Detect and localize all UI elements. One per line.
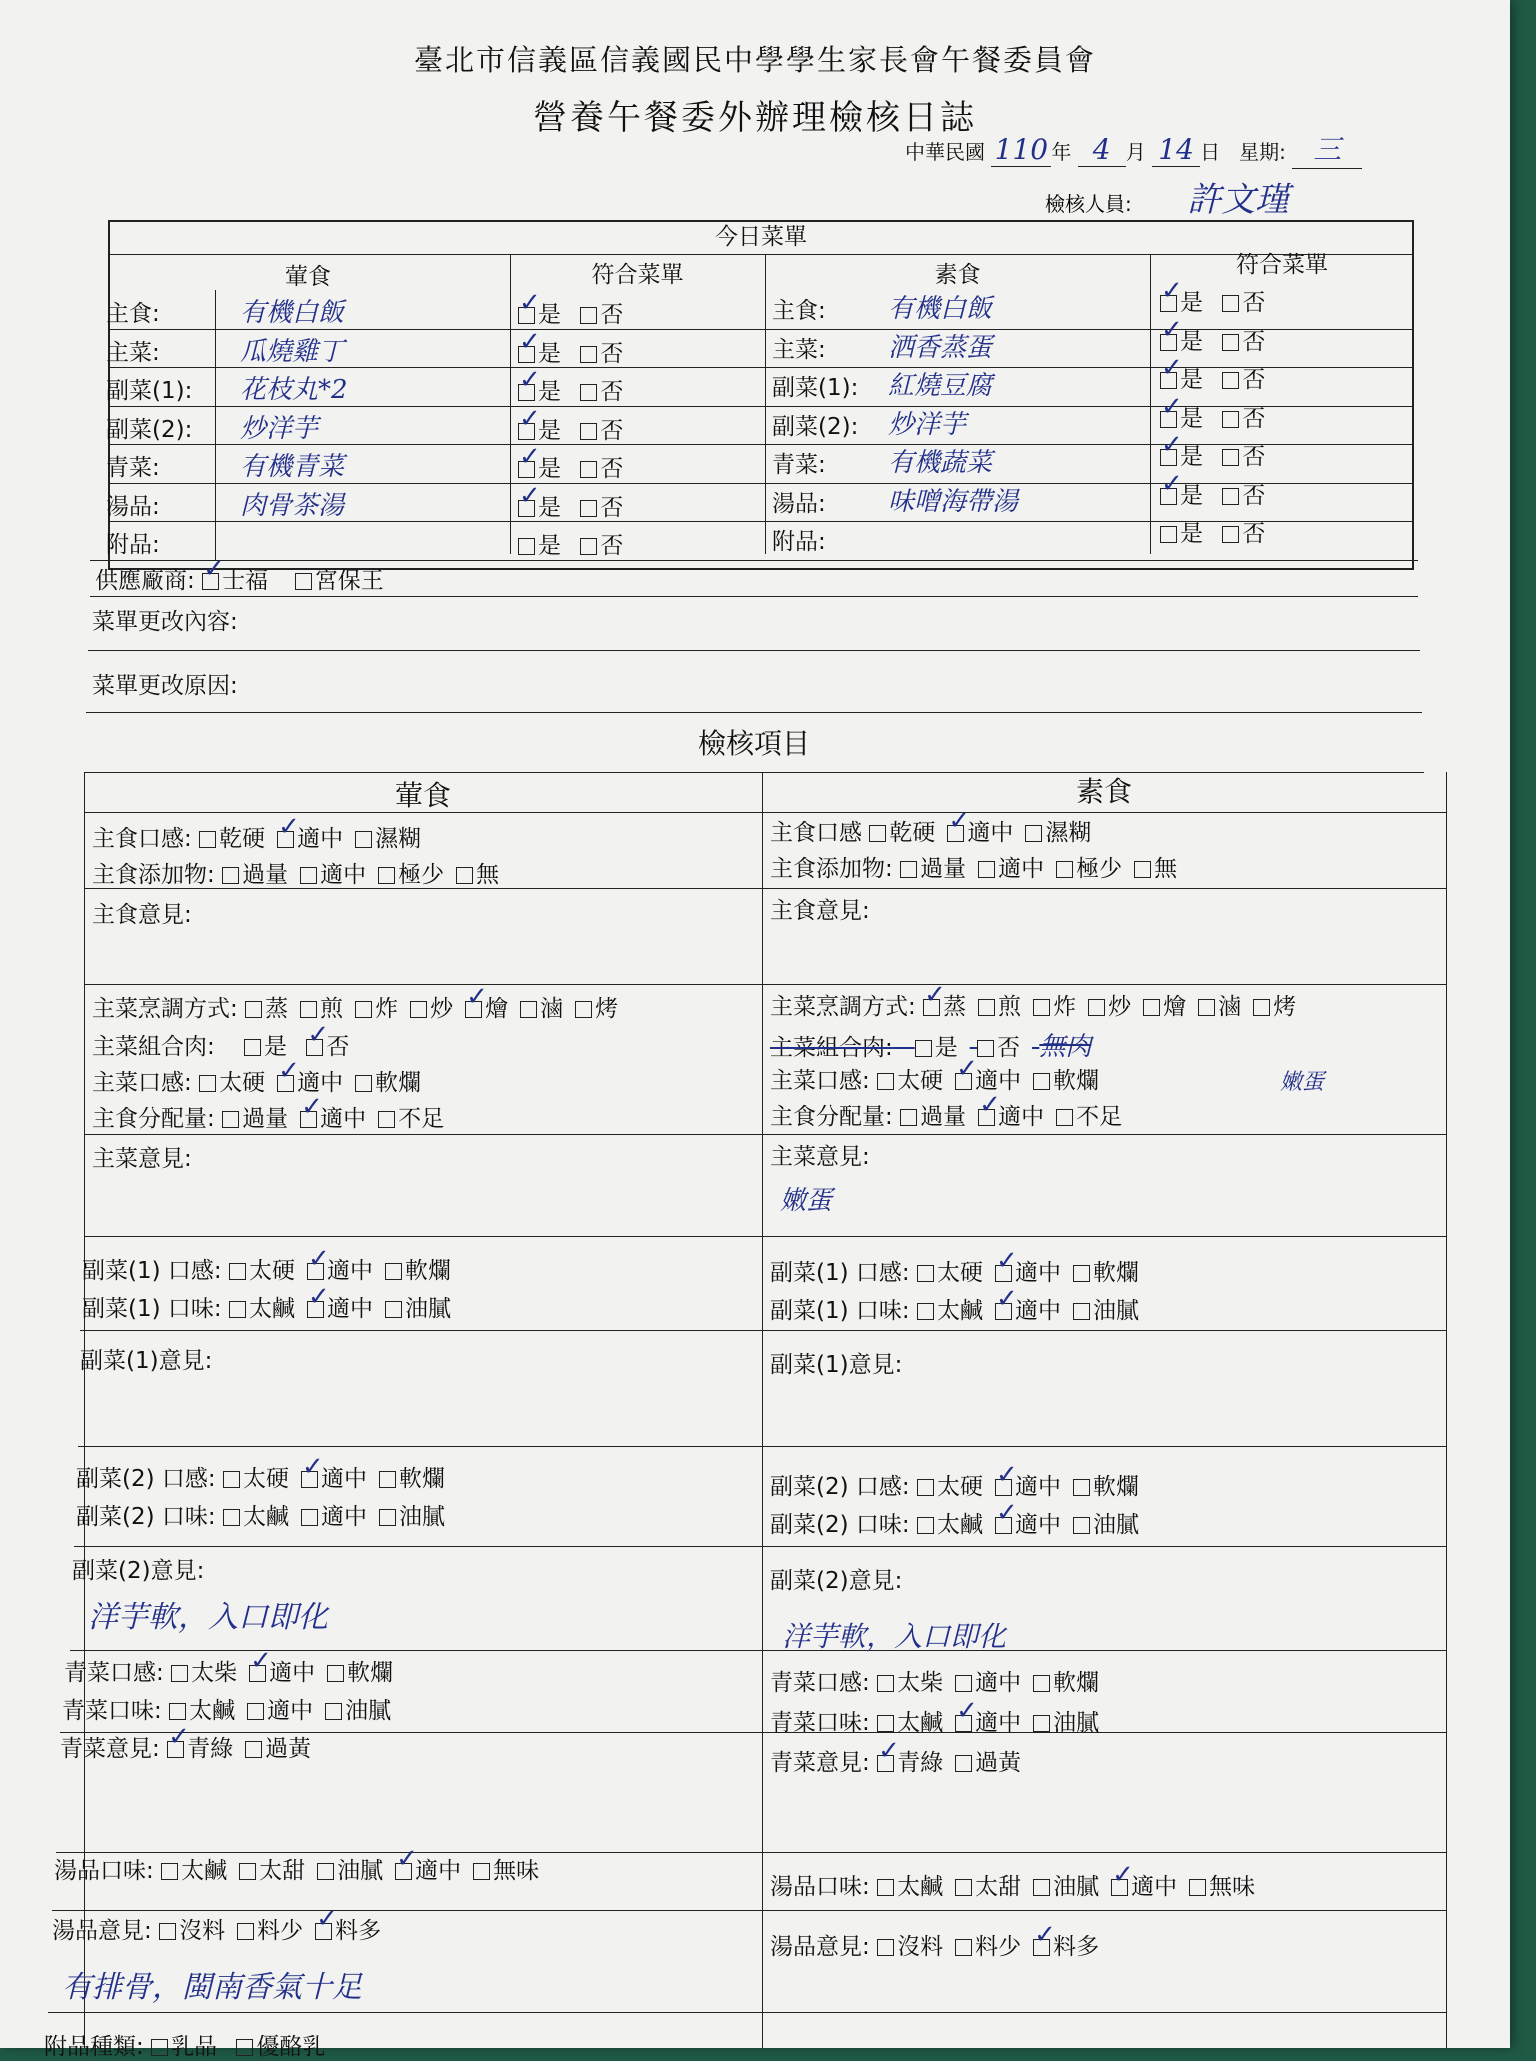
extra-row: 附品種類: 乳品 優酪乳 — [44, 2034, 326, 2060]
cook-meat: 主菜烹調方式: 蒸 煎 炸 炒✓ 燴 滷 烤 — [92, 990, 630, 1023]
side2-taste-veg-option-checkbox[interactable] — [917, 1517, 934, 1534]
staple-texture-veg-option-checkbox[interactable] — [1025, 825, 1042, 842]
greens-opinion-veg: 青菜意見: ✓ 青綠 過黃 — [770, 1744, 1033, 1777]
menu-meat-no-checkbox[interactable] — [580, 384, 597, 401]
main-texture-meat: 主菜口感: 太硬✓ 適中 軟爛 — [92, 1064, 433, 1097]
additive-veg-option-checkbox[interactable] — [1134, 861, 1151, 878]
menu-meat-match: ✓ 是 否 — [518, 450, 635, 483]
combo-yes-checkbox[interactable] — [244, 1039, 261, 1056]
menu-veg-dish: 紅燒豆腐 — [888, 371, 993, 401]
menu-veg-no-checkbox[interactable] — [1222, 411, 1239, 428]
side1-taste-veg-option-checkbox[interactable] — [1073, 1303, 1090, 1320]
side1-texture-meat-option-checkbox[interactable] — [307, 1263, 324, 1280]
side1-texture-veg-option-checkbox[interactable] — [1073, 1265, 1090, 1282]
menu-meat-dish: 有機青菜 — [240, 452, 345, 482]
side2-texture-meat-option-checkbox[interactable] — [379, 1471, 396, 1488]
greens-opinion-meat-option-checkbox[interactable] — [167, 1741, 184, 1758]
menu-meat-match-header: 符合菜單 — [591, 262, 684, 288]
menu-change-reason: 菜單更改原因: — [92, 673, 238, 699]
side1-taste-meat-option-checkbox[interactable] — [229, 1301, 246, 1318]
menu-meat-dish: 炒洋芋 — [240, 413, 319, 444]
additive-meat: 主食添加物: 過量 適中 極少 無 — [92, 862, 500, 888]
soup-taste-veg: 湯品口味: 太鹹 太甜 油膩✓ 適中 無味 — [770, 1868, 1267, 1901]
menu-meat-yes-checkbox[interactable] — [518, 384, 535, 401]
staple-texture-meat: 主食口感: 乾硬✓ 適中 濕糊 — [92, 820, 433, 853]
month-value: 4 — [1078, 133, 1126, 167]
main-texture-meat-option-checkbox[interactable] — [199, 1075, 216, 1092]
menu-meat-match: ✓ 是 否 — [518, 489, 635, 522]
cook-veg-option-checkbox[interactable] — [1033, 999, 1050, 1016]
check-meat-header: 葷食 — [394, 779, 451, 812]
side2-taste-veg: 副菜(2) 口味: 太鹹✓ 適中 油膩 — [770, 1506, 1151, 1539]
side2-opinion-meat-note: 洋芋軟，入口即化 — [88, 1600, 328, 1635]
side1-taste-meat-option-checkbox[interactable] — [385, 1301, 402, 1318]
combo-veg-struck: 主菜組合肉: 是 否 無肉 — [770, 1032, 1092, 1062]
portion-meat-option-checkbox[interactable] — [378, 1111, 395, 1128]
side2-taste-veg-option-checkbox[interactable] — [995, 1517, 1012, 1534]
menu-veg-no-checkbox[interactable] — [1222, 372, 1239, 389]
menu-meat-no-checkbox[interactable] — [580, 423, 597, 440]
soup-taste-meat-option-checkbox[interactable] — [473, 1863, 490, 1880]
menu-meat-row-label: 附品: — [106, 532, 160, 558]
main-opinion-veg-note: 嫩蛋 — [780, 1186, 833, 1216]
weekday-value: 三 — [1292, 128, 1362, 169]
side2-taste-veg-option-checkbox[interactable] — [1073, 1517, 1090, 1534]
menu-veg-match: 是 否 — [1160, 515, 1277, 548]
greens-taste-veg-option-checkbox[interactable] — [955, 1715, 972, 1732]
cook-veg-option-checkbox[interactable] — [1253, 999, 1270, 1016]
portion-veg: 主食分配量: 過量✓ 適中 不足 — [770, 1098, 1134, 1131]
portion-veg-option-checkbox[interactable] — [900, 1109, 917, 1126]
menu-veg-row-label: 副菜(2): — [772, 413, 859, 440]
menu-meat-yes-checkbox[interactable] — [518, 346, 535, 363]
menu-section-title: 今日菜單 — [715, 224, 807, 250]
day-value: 14 — [1152, 133, 1200, 167]
greens-taste-veg: 青菜口味: 太鹹✓ 適中 油膩 — [770, 1704, 1111, 1737]
greens-taste-meat-option-checkbox[interactable] — [169, 1703, 186, 1720]
cook-meat-option-checkbox[interactable] — [575, 1001, 592, 1018]
greens-taste-veg-option-checkbox[interactable] — [877, 1715, 894, 1732]
side1-texture-meat-option-checkbox[interactable] — [385, 1263, 402, 1280]
side1-taste-veg-option-checkbox[interactable] — [995, 1303, 1012, 1320]
menu-veg-row-label: 青菜: — [772, 452, 826, 478]
side2-texture-meat: 副菜(2) 口感: 太硬✓ 適中 軟爛 — [76, 1460, 457, 1493]
soup-taste-veg-option-checkbox[interactable] — [1189, 1879, 1206, 1896]
soup-opinion-meat-option-checkbox[interactable] — [315, 1923, 332, 1940]
menu-meat-yes-checkbox[interactable] — [518, 500, 535, 517]
menu-meat-no-checkbox[interactable] — [580, 538, 597, 555]
combo-yes-checkbox[interactable] — [915, 1040, 932, 1057]
menu-meat-row-label: 副菜(2): — [106, 416, 193, 443]
additive-meat-option-checkbox[interactable] — [456, 867, 473, 884]
check-section-title: 檢核項目 — [697, 727, 810, 760]
side2-taste-meat-option-checkbox[interactable] — [379, 1509, 396, 1526]
main-texture-veg-option-checkbox[interactable] — [877, 1073, 894, 1090]
menu-meat-no-checkbox[interactable] — [580, 307, 597, 324]
soup-opinion-veg: 湯品意見: 沒料 料少✓ 料多 — [770, 1928, 1111, 1961]
side1-texture-veg-option-checkbox[interactable] — [917, 1265, 934, 1282]
supplier-row: 供應廠商: ✓ 士福 宮保王 — [95, 562, 396, 595]
main-texture-veg-option-checkbox[interactable] — [955, 1073, 972, 1090]
menu-veg-yes-checkbox[interactable] — [1160, 488, 1177, 505]
menu-meat-match: ✓ 是 否 — [518, 296, 635, 329]
menu-veg-row-label: 湯品: — [772, 490, 826, 517]
cook-veg: 主菜烹調方式: ✓ 蒸 煎 炸 炒 燴 滷 烤 — [770, 988, 1308, 1021]
staple-texture-veg: 主食口感 乾硬✓ 適中 濕糊 — [770, 814, 1103, 847]
menu-meat-yes-checkbox[interactable] — [518, 307, 535, 324]
cook-meat-option-checkbox[interactable] — [245, 1001, 262, 1018]
side1-taste-meat: 副菜(1) 口味: 太鹹✓ 適中 油膩 — [82, 1290, 463, 1323]
side1-texture-veg-option-checkbox[interactable] — [995, 1265, 1012, 1282]
greens-taste-meat: 青菜口味: 太鹹 適中 油膩 — [62, 1698, 392, 1724]
main-texture-veg: 主菜口感: 太硬✓ 適中 軟爛 — [770, 1062, 1111, 1095]
staple-texture-veg-option-checkbox[interactable] — [947, 825, 964, 842]
menu-veg-no-checkbox[interactable] — [1222, 334, 1239, 351]
portion-meat-option-checkbox[interactable] — [300, 1111, 317, 1128]
greens-opinion-meat: 青菜意見: ✓ 青綠 過黃 — [60, 1730, 323, 1763]
menu-veg-dish: 有機白飯 — [888, 294, 993, 324]
cook-meat-option-checkbox[interactable] — [300, 1001, 317, 1018]
soup-opinion-veg-option-checkbox[interactable] — [877, 1939, 894, 1956]
menu-meat-yes-checkbox[interactable] — [518, 461, 535, 478]
inspector-line: 檢核人員: 許文瑾 — [1045, 172, 1338, 222]
side1-texture-meat: 副菜(1) 口感: 太硬✓ 適中 軟爛 — [82, 1252, 463, 1285]
main-opinion-meat: 主菜意見: — [92, 1146, 192, 1172]
main-texture-meat-option-checkbox[interactable] — [355, 1075, 372, 1092]
main-texture-meat-option-checkbox[interactable] — [277, 1075, 294, 1092]
additive-veg-option-checkbox[interactable] — [900, 861, 917, 878]
cook-meat-option-checkbox[interactable] — [410, 1001, 427, 1018]
menu-meat-no-checkbox[interactable] — [580, 461, 597, 478]
date-line: 中華民國 110 年 4 月 14 日 星期: 三 — [905, 128, 1362, 169]
menu-veg-no-checkbox[interactable] — [1222, 488, 1239, 505]
greens-taste-meat-option-checkbox[interactable] — [247, 1703, 264, 1720]
soup-taste-meat-option-checkbox[interactable] — [161, 1863, 178, 1880]
year-value: 110 — [991, 133, 1051, 167]
greens-opinion-meat-option-checkbox[interactable] — [245, 1741, 262, 1758]
check-veg-header: 素食 — [1075, 775, 1132, 808]
menu-meat-match: ✓ 是 否 — [518, 373, 635, 406]
soup-opinion-meat-option-checkbox[interactable] — [237, 1923, 254, 1940]
additive-veg: 主食添加物: 過量 適中 極少 無 — [770, 856, 1178, 882]
additive-veg-option-checkbox[interactable] — [978, 861, 995, 878]
supplier-1-checkbox[interactable] — [202, 573, 219, 590]
menu-veg-dish: 洒香蒸蛋 — [888, 332, 993, 363]
menu-meat-row-label: 副菜(1): — [106, 378, 193, 404]
menu-veg-no-checkbox[interactable] — [1222, 526, 1239, 543]
soup-taste-meat: 湯品口味: 太鹹 太甜 油膩✓ 適中 無味 — [54, 1852, 551, 1885]
additive-meat-option-checkbox[interactable] — [378, 867, 395, 884]
menu-meat-row-label: 主菜: — [106, 339, 160, 366]
supplier-2-checkbox[interactable] — [295, 573, 312, 590]
menu-meat-dish: 有機白飯 — [240, 298, 345, 328]
soup-opinion-veg-option-checkbox[interactable] — [1033, 1939, 1050, 1956]
menu-meat-match: ✓ 是 否 — [518, 335, 635, 368]
side2-texture-meat-option-checkbox[interactable] — [223, 1471, 240, 1488]
staple-texture-meat-option-checkbox[interactable] — [199, 831, 216, 848]
side2-taste-meat: 副菜(2) 口味: 太鹹 適中 油膩 — [76, 1504, 445, 1530]
combo-meat: 主菜組合肉: 是 ✓ 否 — [92, 1028, 361, 1061]
menu-veg-yes-checkbox[interactable] — [1160, 372, 1177, 389]
portion-meat: 主食分配量: 過量✓ 適中 不足 — [92, 1100, 456, 1133]
greens-texture-meat: 青菜口感: 太柴✓ 適中 軟爛 — [64, 1654, 405, 1687]
staple-texture-meat-option-checkbox[interactable] — [355, 831, 372, 848]
menu-meat-dish: 花枝丸*2 — [240, 375, 348, 405]
menu-veg-row-label: 主食: — [772, 298, 826, 324]
menu-veg-match: ✓ 是 否 — [1160, 323, 1277, 356]
side2-texture-veg-option-checkbox[interactable] — [1073, 1479, 1090, 1496]
inspector-name: 許文瑾 — [1138, 172, 1338, 222]
greens-texture-meat-option-checkbox[interactable] — [171, 1665, 188, 1682]
side2-texture-veg-option-checkbox[interactable] — [917, 1479, 934, 1496]
side2-opinion-meat: 副菜(2)意見: — [72, 1558, 205, 1584]
main-texture-veg-option-checkbox[interactable] — [1033, 1073, 1050, 1090]
portion-veg-option-checkbox[interactable] — [1056, 1109, 1073, 1126]
menu-veg-header: 素食 — [934, 262, 981, 288]
staple-opinion-veg: 主食意見: — [770, 898, 870, 924]
side2-taste-meat-option-checkbox[interactable] — [301, 1509, 318, 1526]
staple-opinion-meat: 主食意見: — [92, 902, 192, 928]
menu-meat-row-label: 湯品: — [106, 493, 160, 520]
menu-meat-match: 是 否 — [518, 527, 635, 560]
menu-meat-yes-checkbox[interactable] — [518, 423, 535, 440]
menu-change-content: 菜單更改內容: — [92, 609, 238, 635]
side1-opinion-meat: 副菜(1)意見: — [80, 1348, 213, 1374]
greens-taste-meat-option-checkbox[interactable] — [325, 1703, 342, 1720]
menu-meat-match: ✓ 是 否 — [518, 412, 635, 445]
menu-veg-yes-checkbox[interactable] — [1160, 334, 1177, 351]
soup-taste-meat-option-checkbox[interactable] — [395, 1863, 412, 1880]
cook-veg-option-checkbox[interactable] — [1088, 999, 1105, 1016]
side2-texture-meat-option-checkbox[interactable] — [301, 1471, 318, 1488]
side1-opinion-veg: 副菜(1)意見: — [770, 1352, 903, 1378]
soup-taste-meat-option-checkbox[interactable] — [239, 1863, 256, 1880]
soup-opinion-meat: 湯品意見: 沒料 料少✓ 料多 — [52, 1912, 393, 1945]
main-texture-veg-note: 嫩蛋 — [1280, 1070, 1325, 1095]
menu-veg-match: ✓ 是 否 — [1160, 361, 1277, 394]
additive-meat-option-checkbox[interactable] — [222, 867, 239, 884]
additive-veg-option-checkbox[interactable] — [1056, 861, 1073, 878]
side1-taste-veg-option-checkbox[interactable] — [917, 1303, 934, 1320]
cook-veg-option-checkbox[interactable] — [1198, 999, 1215, 1016]
soup-opinion-veg-option-checkbox[interactable] — [955, 1939, 972, 1956]
main-opinion-veg: 主菜意見: — [770, 1144, 870, 1170]
menu-meat-row-label: 主食: — [106, 301, 160, 327]
menu-meat-yes-checkbox[interactable] — [518, 538, 535, 555]
side2-texture-veg-option-checkbox[interactable] — [995, 1479, 1012, 1496]
side2-opinion-veg-note: 洋芋軟，入口即化 — [782, 1620, 1007, 1653]
cook-meat-option-checkbox[interactable] — [520, 1001, 537, 1018]
org-title: 臺北市信義區信義國民中學學生家長會午餐委員會 — [413, 43, 1096, 77]
soup-opinion-meat-note: 有排骨，閩南香氣十足 — [62, 1970, 362, 2005]
cook-veg-option-checkbox[interactable] — [1143, 999, 1160, 1016]
soup-taste-veg-option-checkbox[interactable] — [877, 1879, 894, 1896]
side1-texture-veg: 副菜(1) 口感: 太硬✓ 適中 軟爛 — [770, 1254, 1151, 1287]
menu-veg-row-label: 附品: — [772, 529, 826, 555]
portion-veg-option-checkbox[interactable] — [978, 1109, 995, 1126]
form-title: 營養午餐委外辦理檢核日誌 — [533, 98, 977, 138]
greens-texture-veg-option-checkbox[interactable] — [1033, 1675, 1050, 1692]
cook-meat-option-checkbox[interactable] — [465, 1001, 482, 1018]
menu-meat-no-checkbox[interactable] — [580, 346, 597, 363]
menu-veg-match: ✓ 是 否 — [1160, 284, 1277, 317]
menu-veg-yes-checkbox[interactable] — [1160, 449, 1177, 466]
additive-meat-option-checkbox[interactable] — [300, 867, 317, 884]
cook-veg-option-checkbox[interactable] — [923, 999, 940, 1016]
menu-veg-match: ✓ 是 否 — [1160, 477, 1277, 510]
soup-taste-veg-option-checkbox[interactable] — [1111, 1879, 1128, 1896]
cook-veg-option-checkbox[interactable] — [978, 999, 995, 1016]
greens-texture-meat-option-checkbox[interactable] — [249, 1665, 266, 1682]
menu-veg-yes-checkbox[interactable] — [1160, 295, 1177, 312]
soup-taste-meat-option-checkbox[interactable] — [317, 1863, 334, 1880]
greens-opinion-veg-option-checkbox[interactable] — [877, 1755, 894, 1772]
cook-meat-option-checkbox[interactable] — [355, 1001, 372, 1018]
side1-taste-veg: 副菜(1) 口味: 太鹹✓ 適中 油膩 — [770, 1292, 1151, 1325]
staple-texture-veg-option-checkbox[interactable] — [869, 825, 886, 842]
combo-no-checkbox[interactable] — [977, 1040, 994, 1057]
menu-meat-dish: 肉骨茶湯 — [240, 490, 345, 521]
side2-taste-meat-option-checkbox[interactable] — [223, 1509, 240, 1526]
menu-veg-yes-checkbox[interactable] — [1160, 411, 1177, 428]
menu-veg-row-label: 主菜: — [772, 336, 826, 363]
menu-veg-row-label: 副菜(1): — [772, 375, 859, 401]
greens-taste-veg-option-checkbox[interactable] — [1033, 1715, 1050, 1732]
soup-taste-veg-option-checkbox[interactable] — [955, 1879, 972, 1896]
side1-texture-meat-option-checkbox[interactable] — [229, 1263, 246, 1280]
menu-veg-no-checkbox[interactable] — [1222, 295, 1239, 312]
staple-texture-meat-option-checkbox[interactable] — [277, 831, 294, 848]
side2-opinion-veg: 副菜(2)意見: — [770, 1568, 903, 1594]
menu-veg-dish: 炒洋芋 — [888, 409, 967, 440]
menu-meat-dish: 瓜燒雞丁 — [240, 336, 345, 367]
menu-meat-no-checkbox[interactable] — [580, 500, 597, 517]
menu-veg-yes-checkbox[interactable] — [1160, 526, 1177, 543]
soup-taste-veg-option-checkbox[interactable] — [1033, 1879, 1050, 1896]
greens-opinion-veg-option-checkbox[interactable] — [955, 1755, 972, 1772]
soup-opinion-meat-option-checkbox[interactable] — [159, 1923, 176, 1940]
menu-meat-row-label: 青菜: — [106, 455, 160, 481]
combo-no-checkbox[interactable] — [306, 1039, 323, 1056]
greens-texture-veg-option-checkbox[interactable] — [955, 1675, 972, 1692]
side1-taste-meat-option-checkbox[interactable] — [307, 1301, 324, 1318]
menu-veg-dish: 有機蔬菜 — [888, 448, 993, 478]
menu-veg-no-checkbox[interactable] — [1222, 449, 1239, 466]
side2-texture-veg: 副菜(2) 口感: 太硬✓ 適中 軟爛 — [770, 1468, 1151, 1501]
menu-veg-dish: 味噌海帶湯 — [888, 486, 1019, 517]
menu-veg-match-header: 符合菜單 — [1236, 252, 1328, 278]
greens-texture-veg-option-checkbox[interactable] — [877, 1675, 894, 1692]
menu-meat-header: 葷食 — [285, 264, 331, 290]
portion-meat-option-checkbox[interactable] — [222, 1111, 239, 1128]
greens-texture-veg: 青菜口感: 太柴 適中 軟爛 — [770, 1670, 1100, 1696]
menu-veg-match: ✓ 是 否 — [1160, 438, 1277, 471]
menu-veg-match: ✓ 是 否 — [1160, 400, 1277, 433]
greens-texture-meat-option-checkbox[interactable] — [327, 1665, 344, 1682]
